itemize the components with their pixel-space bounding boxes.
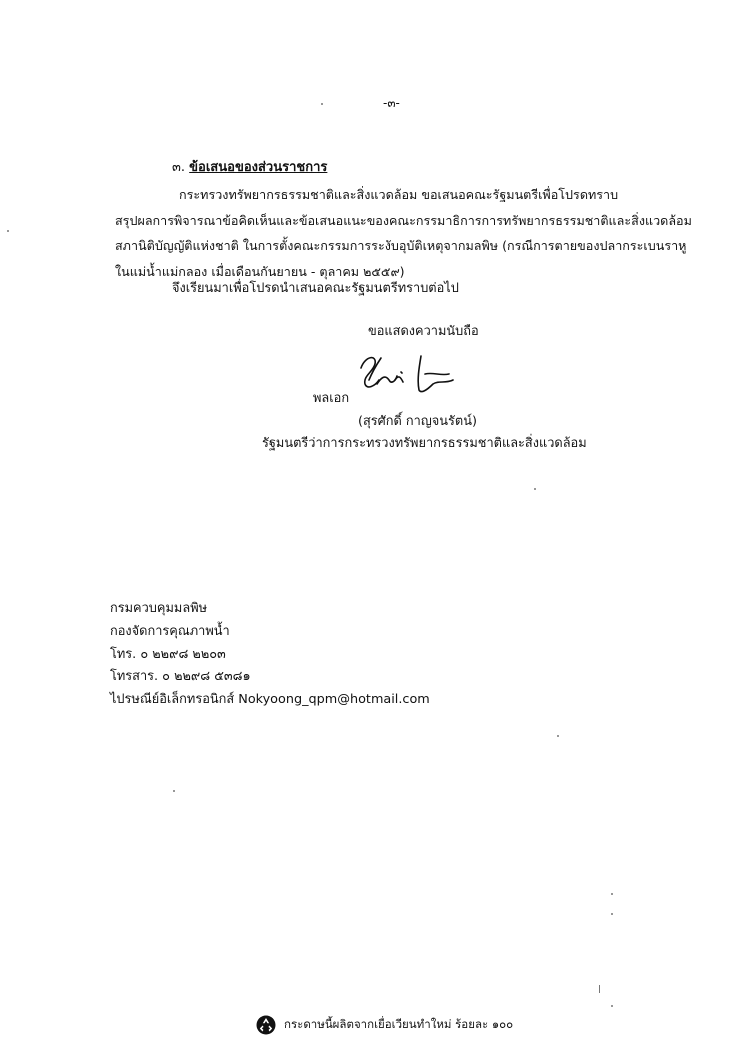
section-heading — [172, 156, 327, 177]
page-number: -๓- — [383, 96, 400, 110]
closing-line: จึงเรียนมาเพื่อโปรดนำเสนอคณะรัฐมนตรีทราบต่อไป — [172, 281, 459, 296]
signatory-position: รัฐมนตรีว่าการกระทรวงทรัพยากรธรรมชาติและสิ่งแวดล้อม — [262, 436, 587, 451]
contact-block — [110, 598, 430, 712]
contact-fax: โทรสาร. ๐ ๒๒๙๘ ๕๓๘๑ — [110, 669, 251, 685]
body-paragraph — [115, 182, 695, 284]
section-number: ๓. — [172, 160, 186, 175]
contact-email: ไปรษณีย์อิเล็กทรอนิกส์ Nokyoong_qpm@hotmail.com — [110, 692, 430, 708]
footer — [256, 1015, 513, 1035]
contact-phone: โทร. ๐ ๒๒๙๘ ๒๒๐๓ — [110, 646, 226, 662]
signatory-rank: พลเอก — [313, 391, 350, 406]
footer-text: กระดาษนี้ผลิตจากเยื่อเวียนทำใหม่ ร้อยละ ๑๐๐ — [284, 1017, 514, 1031]
signature-image — [355, 350, 465, 402]
contact-department: กรมควบคุมมลพิษ — [110, 601, 208, 616]
contact-division: กองจัดการคุณภาพน้ำ — [110, 623, 230, 639]
recycle-icon — [256, 1015, 276, 1035]
signatory-name: (สุรศักดิ์ กาญจนรัตน์) — [358, 414, 477, 429]
paragraph-line: สรุปผลการพิจารณาข้อคิดเห็นและข้อเสนอแนะของคณะกรรมาธิการการทรัพยากรธรรมชาติและสิ่งแวดล้อม — [115, 212, 692, 228]
section-title: ข้อเสนอของส่วนราชการ — [189, 160, 328, 175]
paragraph-line: ในแม่น้ำแม่กลอง เมื่อเดือนกันยายน - ตุลาคม ๒๕๕๙) — [115, 263, 405, 279]
paragraph-line: สภานิติบัญญัติแห่งชาติ ในการตั้งคณะกรรมการระงับอุบัติเหตุจากมลพิษ (กรณีการตายของปลากระเบนราหู — [115, 238, 687, 253]
paragraph-line: กระทรวงทรัพยากรธรรมชาติและสิ่งแวดล้อม ขอเสนอคณะรัฐมนตรีเพื่อโปรดทราบ — [179, 187, 619, 202]
regards: ขอแสดงความนับถือ — [368, 324, 479, 339]
